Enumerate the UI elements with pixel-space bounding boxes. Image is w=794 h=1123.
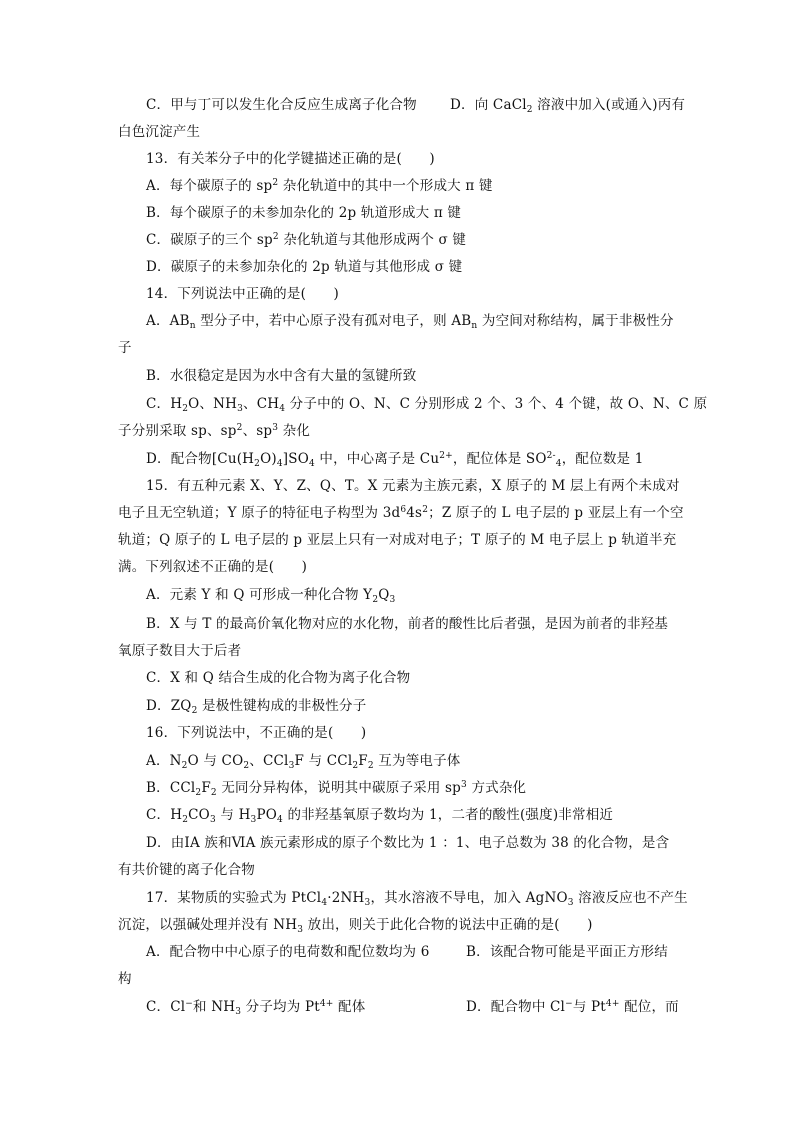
q13-option-c: C．碳原子的三个 $sp^2$ 杂化轨道与其他形成两个 σ 键 [146,232,467,248]
q14-option-c: C．$H_2O$、$NH_3$、$CH_4$ 分子中的 O、N、C 分别形成 2 个、3 个、4 个键，故 O、N、C 原 [146,396,708,414]
q17-stem-line1: 17．某物质的实验式为 $PtCl_4\cdot 2NH_3$，其水溶液不导电，加入 AgNO$_3$ 溶液反应也不产生 [146,890,688,908]
q17-option-b-cont: 构 [118,971,132,987]
q15-stem-line2: 电子且无空轨道；Y 原子的特征电子构型为 $3d^64s^2$；Z 原子的 L 电子层的 p 亚层上有一个空 [118,505,684,521]
q15-option-b: B．X 与 T 的最高价氧化物对应的水化物，前者的酸性比后者强，是因为前者的非羟基 [146,616,669,632]
q16-option-b: B．$CCl_2F_2$ 无同分异构体，说明其中碳原子采用 $sp^3$ 方式杂化 [146,780,527,798]
q16-option-a: A．$N_2O$ 与 $CO_2$、CCl$_3$F 与 $CCl_2F_2$ 互为等电子体 [146,753,461,771]
q17-option-d: D．配合物中 Cl−与 $Pt^{4+}$ 配位，而 [466,999,679,1015]
q15-stem-line1: 15．有五种元素 X、Y、Z、Q、T。X 元素为主族元素，X 原子的 M 层上有两个未成对 [146,478,680,494]
q15-option-b-cont: 氧原子数目大于后者 [118,643,242,659]
q15-option-a: A．元素 Y 和 Q 可形成一种化合物 $Y_2Q_3$ [146,587,396,605]
q14-option-a-cont: 子 [118,340,132,356]
q13-option-a: A．每个碳原子的 $sp^2$ 杂化轨道中的其中一个形成大 π 键 [146,178,493,194]
q12-option-d: D．向 CaCl$_2$ 溶液中加入(或通入)丙有 [450,97,686,115]
q14-option-c-cont: 子分别采取 sp、$sp^2$、$sp^3$ 杂化 [118,423,311,439]
q16-stem: 16．下列说法中，不正确的是( ) [146,725,367,741]
q15-option-d: D．$ZQ_2$ 是极性键构成的非极性分子 [146,698,367,716]
q15-option-c: C．X 和 Q 结合生成的化合物为离子化合物 [146,670,411,686]
q14-option-a: A．$AB_n$ 型分子中，若中心原子没有孤对电子，则 $AB_n$ 为空间对称结构，属于非极性分 [146,313,674,331]
q14-option-b: B．水很稳定是因为水中含有大量的氢键所致 [146,368,417,384]
q14-option-d: D．配合物$[Cu(H_2O)_4]SO_4$ 中，中心离子是 $Cu^{2+}$，配位体是 $SO^{2-}_4$，配位数是 1 [146,451,644,469]
q15-stem-line3: 轨道；Q 原子的 L 电子层的 p 亚层上只有一对成对电子；T 原子的 M 电子层上 p 轨道半充 [118,532,677,548]
q12-option-c: C．甲与丁可以发生化合反应生成离子化合物 [146,97,417,113]
q12-option-d-cont: 白色沉淀产生 [118,124,201,140]
q13-option-d: D．碳原子的未参加杂化的 2p 轨道与其他形成 σ 键 [146,259,463,275]
q13-stem: 13．有关苯分子中的化学键描述正确的是( ) [146,151,435,167]
q16-option-d: D．由ⅠA 族和ⅥA 族元素形成的原子个数比为 1 ：1、电子总数为 38 的化合物，是含 [146,835,670,851]
q17-stem-line2: 沉淀，以强碱处理并没有 $NH_3$ 放出，则关于此化合物的说法中正确的是( ) [118,917,593,935]
q16-option-c: C．$H_2CO_3$ 与 $H_3PO_4$ 的非羟基氧原子数均为 1，二者的酸性(强度)非常相近 [146,807,614,825]
q17-option-a: A．配合物中中心原子的电荷数和配位数均为 6 [146,944,430,960]
q17-option-c: C．Cl−和 $NH_3$ 分子均为 $Pt^{4+}$ 配体 [146,999,366,1017]
q15-stem-line4: 满。下列叙述不正确的是( ) [118,559,308,575]
q14-stem: 14．下列说法中正确的是( ) [146,286,339,302]
q16-option-d-cont: 有共价键的离子化合物 [118,862,255,878]
q12-option-c-d-line [146,95,417,115]
q17-option-b: B．该配合物可能是平面正方形结 [466,944,668,960]
q13-option-b: B．每个碳原子的未参加杂化的 2p 轨道形成大 π 键 [146,205,462,221]
